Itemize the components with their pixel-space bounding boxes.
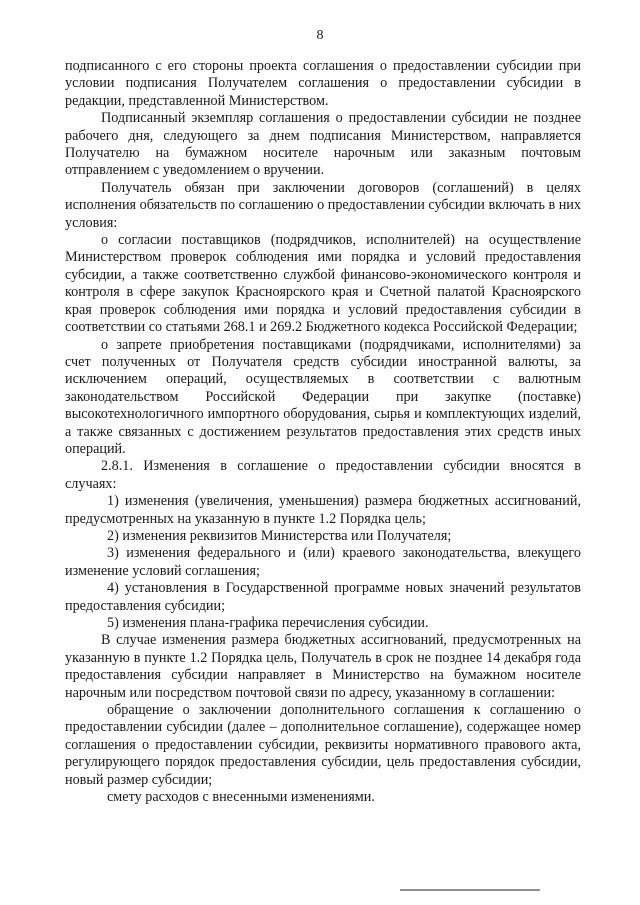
list-item-4: 4) установления в Государственной программе новых значений результатов предоставления субсидии; (65, 580, 581, 614)
paragraph-supplier-consent: о согласии поставщиков (подрядчиков, исполнителей) на осуществление Министерством проверок соблюдения ими порядка и условий предоставления субсидии, а также соответственно службой финансово-экономического контроля и контроля в сфере закупок Красноярского края и Счетной палатой Красноярского края проверок соблюдения ими порядка и условий предоставления субсидии в соответствии со статьями 268.1 и 269.2 Бюджетного кодекса Российской Федерации; (65, 232, 581, 336)
scan-artifact-line (400, 889, 540, 891)
paragraph-signed-copy: Подписанный экземпляр соглашения о предоставлении субсидии не позднее рабочего дня, следующего за днем подписания Министерством, направляется Получателю на бумажном носителе нарочным или заказным почтовым отправлением с уведомлением о вручении. (65, 110, 581, 179)
list-item-2: 2) изменения реквизитов Министерства или Получателя; (107, 527, 452, 544)
paragraph-application: обращение о заключении дополнительного соглашения к соглашению о предоставлении субсидии (далее – дополнительное соглашение), содержащее номер соглашения о предоставлении субсидии, реквизиты нормативного правового акта, регулирующего порядок предоставления субсидии, цель предоставления субсидии, новый размер субсидии; (65, 702, 581, 788)
paragraph-2-8-1: 2.8.1. Изменения в соглашение о предоставлении субсидии вносятся в случаях: (65, 458, 581, 492)
paragraph-continuation: подписанного с его стороны проекта соглашения о предоставлении субсидии при условии подписания Получателем соглашения о предоставлении субсидии в редакции, представленной Министерством. (65, 58, 581, 109)
page-number: 8 (316, 28, 324, 43)
list-item-3: 3) изменения федерального и (или) краевого законодательства, влекущего изменение условий соглашения; (65, 545, 581, 579)
document-body (65, 58, 581, 806)
paragraph-recipient-obligation: Получатель обязан при заключении договоров (соглашений) в целях исполнения обязательств по соглашению о предоставлении субсидии включать в них условия: (65, 179, 581, 231)
list-item-1: 1) изменения (увеличения, уменьшения) размера бюджетных ассигнований, предусмотренных на указанную в пункте 1.2 Порядка цель; (65, 493, 581, 527)
paragraph-currency-ban: о запрете приобретения поставщиками (подрядчиками, исполнителями) за счет полученных от Получателя средств субсидии иностранной валюты, за исключением операций, осуществляемых в соответствии с валютным законодательством Российской Федерации при закупке (поставке) высокотехнологичного импортного оборудования, сырья и комплектующих изделий, а также связанных с достижением результатов предоставления этих средств иных операций. (65, 336, 581, 457)
list-item-5: 5) изменения плана-графика перечисления субсидии. (107, 615, 429, 631)
paragraph-estimate: смету расходов с внесенными изменениями. (107, 789, 375, 806)
paragraph-budget-change: В случае изменения размера бюджетных ассигнований, предусмотренных на указанную в пункте 1.2 Порядка цель, Получатель в срок не позднее 14 декабря года предоставления субсидии направляет в Министерство на бумажном носителе нарочным или посредством почтовой связи по адресу, указанному в соглашении: (65, 632, 581, 701)
